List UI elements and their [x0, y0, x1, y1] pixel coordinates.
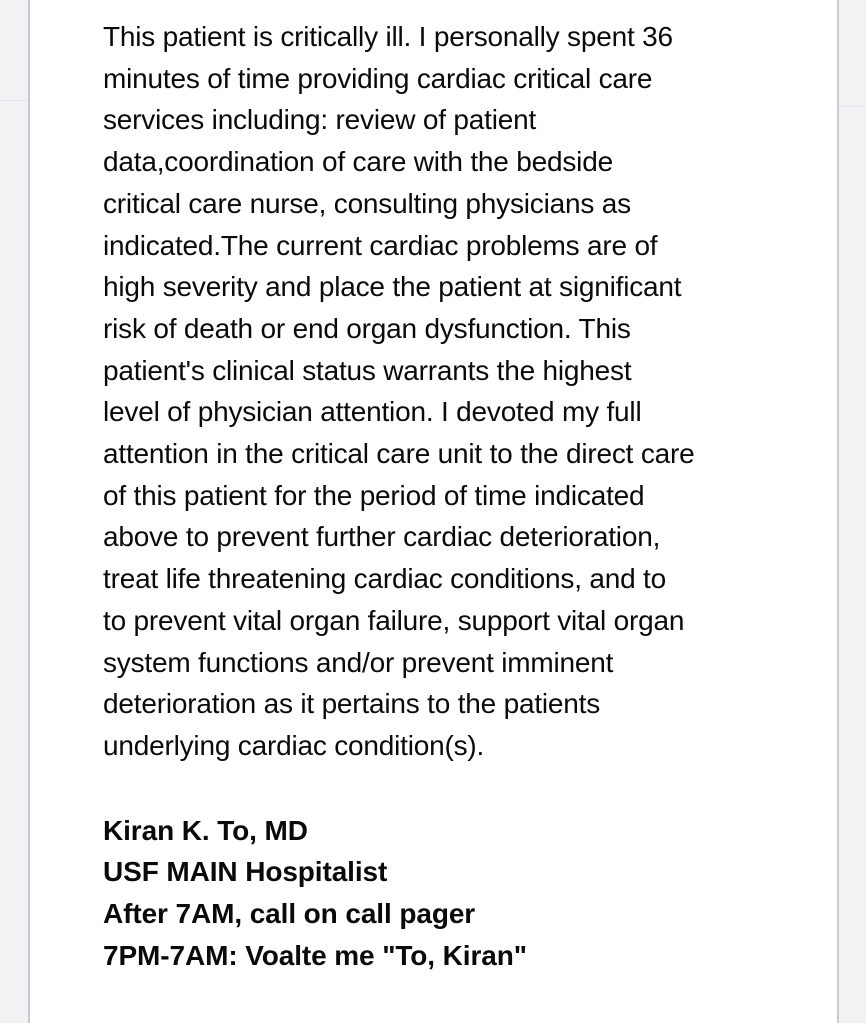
right-gutter [837, 0, 866, 1023]
signature-line: Kiran K. To, MD [103, 814, 308, 846]
note-line: This patient is critically ill. I personally spent 36 [103, 21, 673, 52]
note-line: risk of death or end organ dysfunction. This [103, 312, 631, 344]
note-line: services including: review of patient [103, 104, 537, 136]
note-line: data,coordination of care with the bedside [103, 146, 613, 178]
note-line: underlying cardiac condition(s). [103, 729, 485, 761]
note-line: patient's clinical status warrants the highest [103, 354, 632, 386]
note-line: of this patient for the period of time indicated [103, 479, 645, 511]
signature-line: After 7AM, call on call pager [103, 898, 476, 930]
note-signature [103, 810, 837, 977]
note-line: high severity and place the patient at significant [103, 271, 682, 303]
left-gutter [0, 0, 30, 1023]
note-line: minutes of time providing cardiac critical care [103, 62, 653, 94]
note-content[interactable] [30, 0, 837, 1023]
note-line: treat life threatening cardiac conditions, and to [103, 563, 666, 595]
note-line: indicated.The current cardiac problems are of [103, 229, 658, 261]
note-line: to prevent vital organ failure, support vital organ [103, 604, 685, 636]
note-line: critical care nurse, consulting physicians as [103, 187, 631, 219]
note-line: above to prevent further cardiac deterioration, [103, 521, 661, 553]
signature-line: 7PM-7AM: Voalte me "To, Kiran" [103, 939, 527, 971]
note-line: deterioration as it pertains to the patients [103, 688, 601, 720]
signature-line: USF MAIN Hospitalist [103, 856, 388, 888]
note-line: level of physician attention. I devoted my full [103, 396, 642, 428]
left-gutter-separator [0, 100, 28, 101]
note-line: attention in the critical care unit to the direct care [103, 438, 695, 470]
note-body [103, 16, 837, 767]
right-gutter-separator [839, 106, 866, 107]
note-line: system functions and/or prevent imminent [103, 646, 614, 678]
